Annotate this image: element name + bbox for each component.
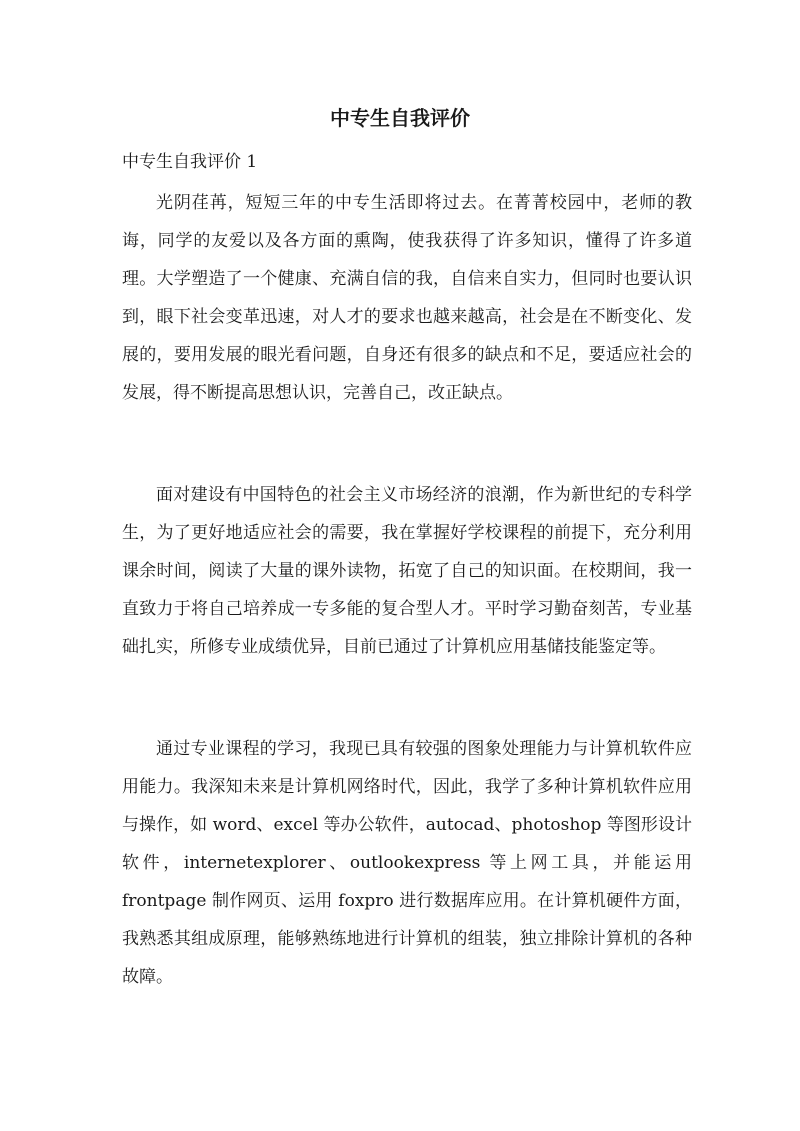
paragraph-3: 通过专业课程的学习，我现已具有较强的图象处理能力与计算机软件应用能力。我深知未来是计算机网络时代，因此，我学了多种计算机软件应用与操作，如 word、excel 等办公软件，autocad、photoshop 等图形设计软件，internetexplorer、outlookexpress 等上网工具，并能运用 frontpage 制作网页、运用 foxpro 进行数据库应用。在计算机硬件方面，我熟悉其组成原理，能够熟练地进行计算机的组装，独立排除计算机的各种故障。 — [122, 739, 692, 987]
paragraph-2: 面对建设有中国特色的社会主义市场经济的浪潮，作为新世纪的专科学生，为了更好地适应社会的需要，我在掌握好学校课程的前提下，充分利用课余时间，阅读了大量的课外读物，拓宽了自己的知识面。在校期间，我一直致力于将自己培养成一专多能的复合型人才。平时学习勤奋刻苦，专业基础扎实，所修专业成绩优异，目前已通过了计算机应用基储技能鉴定等。 — [122, 485, 692, 657]
paragraph-1: 光阴荏苒，短短三年的中专生活即将过去。在菁菁校园中，老师的教诲，同学的友爱以及各方面的熏陶，使我获得了许多知识，懂得了许多道理。大学塑造了一个健康、充满自信的我，自信来自实力，但同时也要认识到，眼下社会变革迅速，对人才的要求也越来越高，社会是在不断变化、发展的，要用发展的眼光看问题，自身还有很多的缺点和不足，要适应社会的发展，得不断提高思想认识，完善自己，改正缺点。 — [122, 193, 692, 403]
document-title: 中专生自我评价 — [330, 106, 470, 130]
section-heading: 中专生自我评价 1 — [122, 152, 258, 172]
